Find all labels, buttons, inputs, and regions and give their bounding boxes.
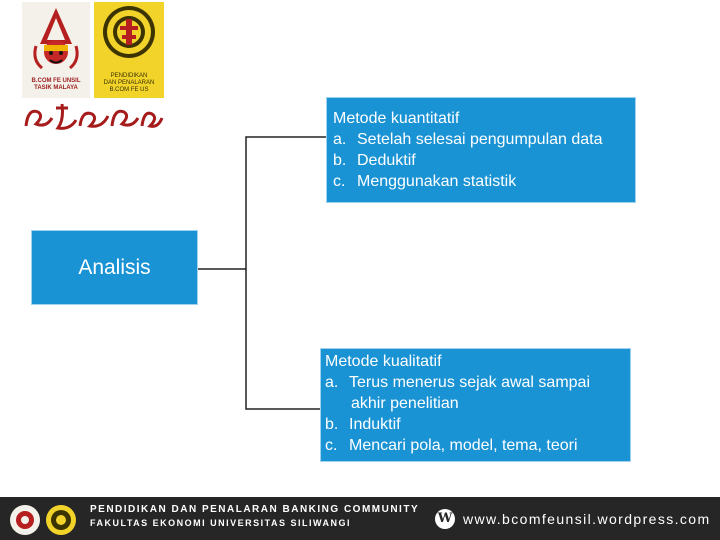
bcom-badge-icon [10, 505, 40, 535]
footer-bar [0, 497, 720, 540]
item-letter: b. [325, 416, 339, 433]
right-logo-line-2: DAN PENALARAN [103, 80, 155, 86]
gear-badge-icon [46, 505, 76, 535]
analisis-label: Analisis [78, 255, 151, 279]
quantitative-method-box [326, 97, 636, 203]
footer-organization-line: PENDIDIKAN DAN PENALARAN BANKING COMMUNITY [90, 504, 420, 515]
qualitative-item [325, 414, 630, 435]
item-text: Deduktif [357, 152, 416, 169]
footer-faculty-line: FAKULTAS EKONOMI UNIVERSITAS SILIWANGI [90, 518, 352, 528]
quantitative-item [333, 171, 635, 192]
item-letter: c. [325, 437, 338, 454]
item-continuation: akhir penelitian [351, 395, 459, 412]
qualitative-item [325, 435, 630, 456]
right-logo-line-1: PENDIDIKAN [110, 73, 148, 79]
quantitative-item [333, 129, 635, 150]
item-letter: a. [333, 131, 347, 148]
quantitative-item [333, 150, 635, 171]
right-logo-line-3: B.COM FE US [109, 87, 149, 93]
item-text: Setelah selesai pengumpulan data [357, 131, 603, 148]
connector-bracket-line [246, 137, 326, 409]
left-logo-line-2: TASIK MALAYA [34, 85, 78, 91]
qualitative-item [325, 372, 630, 393]
analisis-box [31, 230, 198, 305]
footer-website-link[interactable]: www.bcomfeunsil.wordpress.com [463, 511, 711, 527]
qualitative-title: Metode kualitatif [325, 353, 442, 370]
item-letter: b. [333, 152, 347, 169]
item-text: Terus menerus sejak awal sampai [349, 374, 590, 391]
item-letter: c. [333, 173, 346, 190]
qualitative-method-box [320, 348, 631, 462]
wordpress-icon: W [435, 509, 455, 529]
item-text: Mencari pola, model, tema, teori [349, 437, 578, 454]
left-logo-line-1: B.COM FE UNSIL [31, 78, 81, 84]
item-text: Induktif [349, 416, 401, 433]
quantitative-title: Metode kuantitatif [333, 110, 460, 127]
item-text: Menggunakan statistik [357, 173, 517, 190]
item-letter: a. [325, 374, 339, 391]
